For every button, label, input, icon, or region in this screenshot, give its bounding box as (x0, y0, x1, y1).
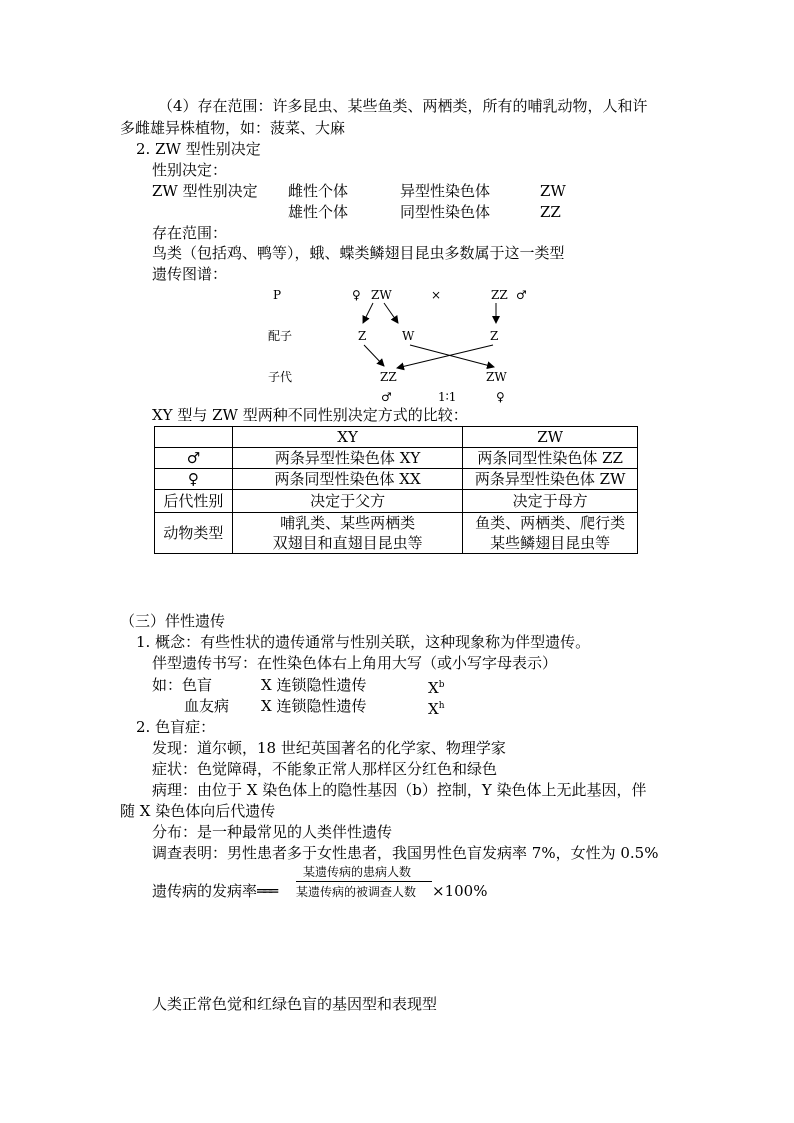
table-cell: 哺乳类、某些两栖类 双翅目和直翅目昆虫等 (232, 513, 462, 554)
female-label: 雌性个体 (288, 182, 349, 200)
example1-type: X 连锁隐性遗传 (261, 676, 367, 694)
offspring-label: 子代 (268, 370, 293, 384)
table-cell: 两条同型性染色体 ZZ (463, 448, 638, 469)
example-prefix: 如：色盲 (152, 676, 213, 694)
gamete-label: 配子 (268, 329, 293, 343)
diagram-label: 遗传图谱： (152, 265, 228, 283)
p-label: P (273, 288, 282, 302)
colorblind-heading: 2. 色盲症： (136, 718, 216, 736)
example1-notation: $X^b$ (428, 679, 445, 697)
child-zw: ZW (486, 370, 507, 384)
child-zz: ZZ (380, 370, 397, 384)
child-zz-sex: ♂ (381, 390, 392, 404)
zw-parent: ZW (371, 288, 392, 302)
arrow-z-to-zz-cross (397, 345, 493, 368)
pathology-line-2: 随 X 染色体向后代遗传 (120, 802, 276, 820)
gamete-w: W (402, 329, 415, 343)
range-label: 存在范围： (152, 224, 228, 242)
sex-determination-label: 性别决定： (152, 161, 228, 179)
discovery-line: 发现：道尔顿，18 世纪英国著名的化学家、物理学家 (152, 739, 506, 757)
table-header-cell: ZW (463, 427, 638, 448)
zw-heading: 2. ZW 型性别决定 (136, 140, 261, 158)
example2-type: X 连锁隐性遗传 (261, 697, 367, 715)
arrow-zw-to-w (384, 303, 398, 323)
male-label: 雄性个体 (288, 203, 349, 221)
arrow-w-to-zw (410, 345, 494, 367)
male-chromosome: 同型性染色体 (400, 203, 491, 221)
arrow-z-to-zz (364, 345, 384, 366)
child-zw-sex: ♀ (496, 390, 505, 404)
pathology-line-1: 病理：由位于 X 染色体上的隐性基因（b）控制，Y 染色体上无此基因，伴 (152, 781, 647, 799)
comparison-table (154, 426, 638, 554)
table-cell: ♀ (155, 469, 233, 490)
female-symbol: ♀ (352, 288, 361, 302)
table-cell: 后代性别 (155, 490, 233, 513)
sex-linked-heading: （三）伴性遗传 (120, 612, 226, 630)
range-line-1: （4）存在范围：许多昆虫、某些鱼类、两栖类，所有的哺乳动物，人和许 (158, 97, 648, 115)
table-row (155, 448, 638, 469)
table-row (155, 469, 638, 490)
symptom-line: 症状：色觉障碍，不能象正常人那样区分红色和绿色 (152, 760, 498, 778)
final-title: 人类正常色觉和红绿色盲的基因型和表现型 (152, 995, 438, 1013)
zz-parent: ZZ (491, 288, 508, 302)
gamete-z1: Z (358, 329, 367, 343)
table-cell: 鱼类、两栖类、爬行类 某些鳞翅目昆虫等 (463, 513, 638, 554)
arrow-zw-to-z (363, 303, 373, 323)
table-cell: 两条异型性染色体 ZW (463, 469, 638, 490)
table-header-cell: XY (232, 427, 462, 448)
concept-line: 1. 概念：有些性状的遗传通常与性别关联，这种现象称为伴型遗传。 (136, 633, 591, 651)
notation-line: 伴型遗传书写：在性染色体右上角用大写（或小写字母表示） (152, 654, 558, 672)
formula-times: ×100% (432, 882, 488, 900)
range-line-2: 多雌雄异株植物，如：菠菜、大麻 (120, 119, 346, 137)
cross-symbol: × (431, 288, 442, 302)
range-text: 鸟类（包括鸡、鸭等），蛾、蝶类鳞翅目昆虫多数属于这一类型 (152, 244, 565, 262)
formula-denominator: 某遗传病的被调查人数 (296, 885, 417, 899)
zw-determination-label: ZW 型性别决定 (152, 182, 258, 200)
table-cell: 动物类型 (155, 513, 233, 554)
table-header-row (155, 427, 638, 448)
table-row (155, 513, 638, 554)
gamete-z2: Z (490, 329, 499, 343)
survey-line: 调查表明：男性患者多于女性患者，我国男性色盲发病率 7%，女性为 0.5% (152, 844, 659, 862)
table-cell: 决定于母方 (463, 490, 638, 513)
male-symbol: ♂ (516, 288, 527, 302)
formula-numerator: 某遗传病的患病人数 (303, 865, 412, 879)
example2-name: 血友病 (184, 697, 230, 715)
table-row (155, 490, 638, 513)
formula-label: 遗传病的发病率 (152, 882, 258, 900)
formula-equals: ═══ (257, 882, 276, 900)
table-cell: 两条同型性染色体 XX (232, 469, 462, 490)
distribution-line: 分布：是一种最常见的人类伴性遗传 (152, 823, 393, 841)
female-chromosome: 异型性染色体 (400, 182, 491, 200)
male-genotype: ZZ (540, 203, 561, 221)
table-cell: 两条异型性染色体 XY (232, 448, 462, 469)
table-cell: ♂ (155, 448, 233, 469)
table-header-cell (155, 427, 233, 448)
table-cell: 决定于父方 (232, 490, 462, 513)
female-genotype: ZW (540, 182, 566, 200)
example2-notation: $X^h$ (428, 700, 445, 718)
ratio: 1∶1 (438, 390, 457, 404)
comparison-title: XY 型与 ZW 型两种不同性别决定方式的比较： (152, 406, 468, 424)
